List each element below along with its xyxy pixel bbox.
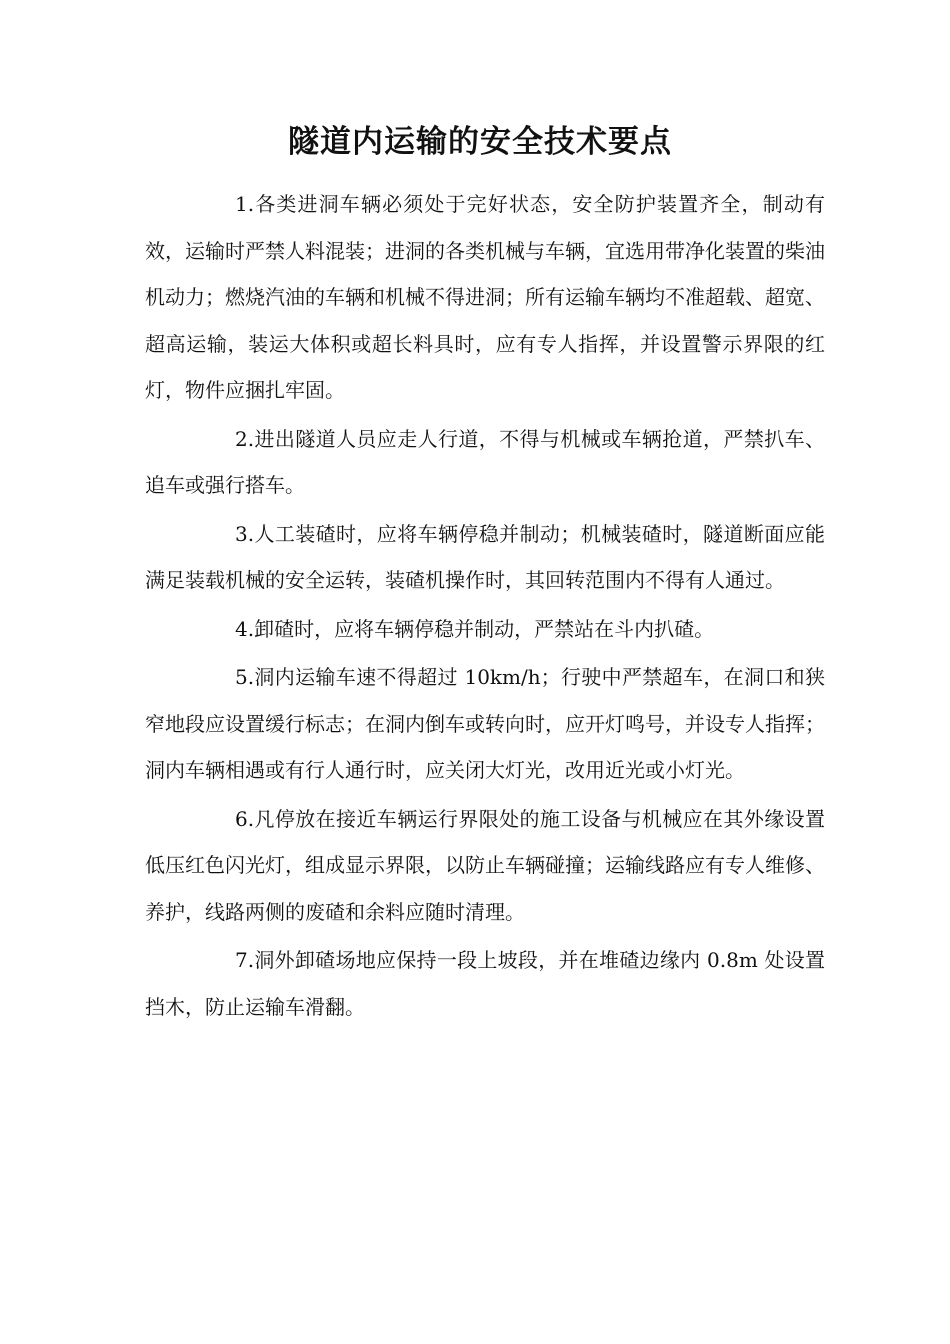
document-body bbox=[145, 181, 825, 1032]
paragraph-6: 6.凡停放在接近车辆运行界限处的施工设备与机械应在其外缘设置低压红色闪光灯，组成显示界限，以防止车辆碰撞；运输线路应有专人维修、养护，线路两侧的废碴和余料应随时清理。 bbox=[145, 806, 825, 924]
paragraph-5: 5.洞内运输车速不得超过 10km/h；行驶中严禁超车，在洞口和狭窄地段应设置缓行标志；在洞内倒车或转向时，应开灯鸣号，并设专人指挥；洞内车辆相遇或有行人通行时，应关闭大灯光，改用近光或小灯光。 bbox=[145, 665, 825, 782]
paragraph-7: 7.洞外卸碴场地应保持一段上坡段，并在堆碴边缘内 0.8m 处设置挡木，防止运输车滑翻。 bbox=[145, 948, 825, 1019]
paragraph-2: 2.进出隧道人员应走人行道，不得与机械或车辆抢道，严禁扒车、追车或强行搭车。 bbox=[145, 426, 825, 497]
document-title: 隧道内运输的安全技术要点 bbox=[288, 124, 672, 160]
paragraph-4: 4.卸碴时，应将车辆停稳并制动，严禁站在斗内扒碴。 bbox=[235, 616, 715, 641]
paragraph-1: 1.各类进洞车辆必须处于完好状态，安全防护装置齐全，制动有效，运输时严禁人料混装；进洞的各类机械与车辆，宜选用带净化装置的柴油机动力；燃烧汽油的车辆和机械不得进洞；所有运输车辆均不准超载、超宽、超高运输，装运大体积或超长料具时，应有专人指挥，并设置警示界限的红灯，物件应捆扎牢固。 bbox=[145, 192, 825, 402]
paragraph-3: 3.人工装碴时，应将车辆停稳并制动；机械装碴时，隧道断面应能满足装载机械的安全运转，装碴机操作时，其回转范围内不得有人通过。 bbox=[145, 521, 825, 592]
